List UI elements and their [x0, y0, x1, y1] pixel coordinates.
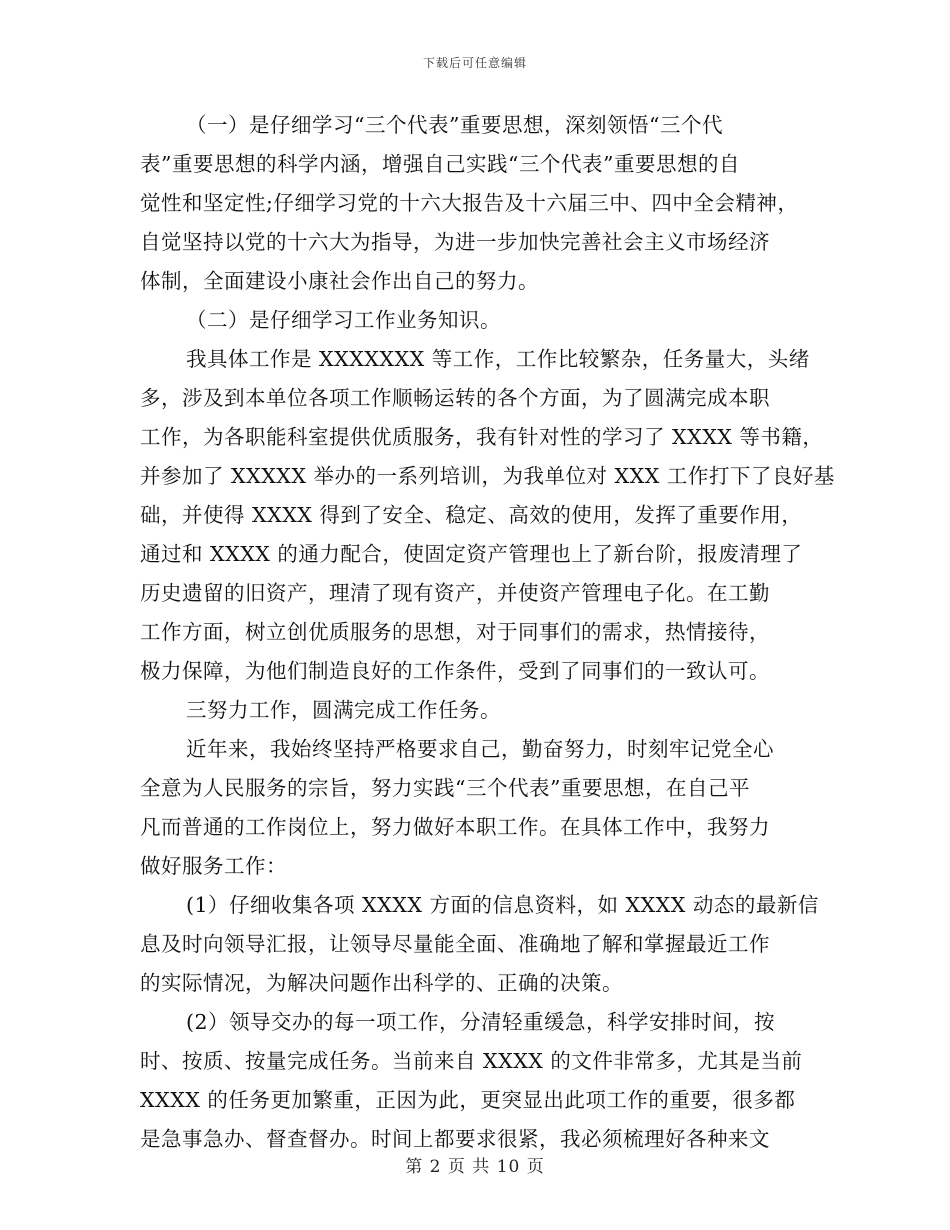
text-line: 三努力工作，圆满完成工作任务。 — [186, 698, 501, 722]
text-line: 我具体工作是 XXXXXXX 等工作，工作比较繁杂，任务量大，头绪 — [186, 347, 810, 371]
text-line: 息及时向领导汇报，让领导尽量能全面、准确地了解和掌握最近工作 — [140, 932, 770, 956]
text-line: 表”重要思想的科学内涵，增强自己实践“三个代表”重要思想的自 — [140, 152, 740, 176]
text-line: 自觉坚持以党的十六大为指导，为进一步加快完善社会主义市场经济 — [140, 230, 770, 254]
text-line: 历史遗留的旧资产，理清了现有资产，并使资产管理电子化。在工勤 — [140, 581, 770, 605]
text-line: 多，涉及到本单位各项工作顺畅运转的各个方面，为了圆满完成本职 — [140, 386, 770, 410]
text-line: （二）是仔细学习工作业务知识。 — [186, 308, 501, 332]
document-body — [140, 106, 835, 1159]
page-number-footer: 第 2 页 共 10 页 — [405, 1157, 545, 1177]
text-line: 并参加了 XXXXX 举办的一系列培训，为我单位对 XXX 工作打下了良好基 — [140, 464, 835, 488]
page-header-note: 下载后可任意编辑 — [422, 56, 527, 70]
text-line: 近年来，我始终坚持严格要求自己，勤奋努力，时刻牢记党全心 — [186, 737, 774, 761]
text-line: 通过和 XXXX 的通力配合，使固定资产管理也上了新台阶，报废清理了 — [140, 542, 803, 566]
text-line: 觉性和坚定性;仔细学习党的十六大报告及十六届三中、四中全会精神， — [140, 191, 799, 215]
text-line: XXXX 的任务更加繁重，正因为此，更突显出此项工作的重要，很多都 — [140, 1088, 796, 1112]
text-line: 的实际情况，为解决问题作出科学的、正确的决策。 — [140, 971, 623, 995]
text-line: 工作，为各职能科室提供优质服务，我有针对性的学习了 XXXX 等书籍， — [140, 425, 824, 449]
text-line: 工作方面，树立创优质服务的思想，对于同事们的需求，热情接待， — [140, 620, 770, 644]
text-line: (2）领导交办的每一项工作，分清轻重缓急，科学安排时间，按 — [186, 1010, 776, 1034]
text-line: 极力保障，为他们制造良好的工作条件，受到了同事们的一致认可。 — [140, 659, 770, 683]
text-line: （一）是仔细学习“三个代表”重要思想，深刻领悟“三个代 — [186, 113, 723, 137]
text-line: 做好服务工作： — [140, 854, 287, 878]
text-line: 是急事急办、督查督办。时间上都要求很紧，我必须梳理好各种来文 — [140, 1127, 770, 1151]
text-line: (1）仔细收集各项 XXXX 方面的信息资料，如 XXXX 动态的最新信 — [186, 893, 819, 917]
text-line: 体制，全面建设小康社会作出自己的努力。 — [140, 269, 539, 293]
text-line: 础，并使得 XXXX 得到了安全、稳定、高效的使用，发挥了重要作用， — [140, 503, 803, 527]
text-line: 凡而普通的工作岗位上，努力做好本职工作。在具体工作中，我努力 — [140, 815, 770, 839]
text-line: 时、按质、按量完成任务。当前来自 XXXX 的文件非常多，尤其是当前 — [140, 1049, 803, 1073]
text-line: 全意为人民服务的宗旨，努力实践“三个代表”重要思想，在自己平 — [140, 776, 750, 800]
